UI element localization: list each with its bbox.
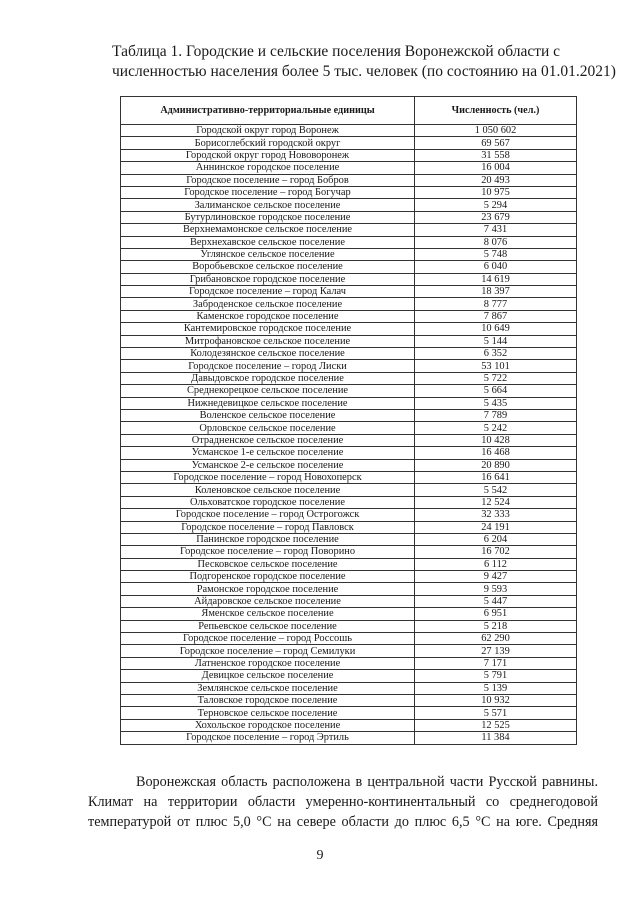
settlement-name-cell: Рамонское городское поселение	[121, 583, 415, 595]
settlement-name-cell: Верхнехавское сельское поселение	[121, 236, 415, 248]
table-caption	[112, 42, 616, 82]
settlement-name-cell: Залиманское сельское поселение	[121, 199, 415, 211]
table-row	[121, 360, 577, 372]
population-cell: 5 542	[415, 484, 577, 496]
population-cell: 12 524	[415, 496, 577, 508]
settlement-name-cell: Айдаровское сельское поселение	[121, 595, 415, 607]
table-row	[121, 186, 577, 198]
population-cell: 1 050 602	[415, 125, 577, 137]
settlement-name-cell: Городское поселение – город Поворино	[121, 546, 415, 558]
settlement-name-cell: Среднекорецкое сельское поселение	[121, 385, 415, 397]
population-cell: 7 431	[415, 224, 577, 236]
table-row	[121, 298, 577, 310]
settlement-name-cell: Ольховатское городское поселение	[121, 496, 415, 508]
table-row	[121, 694, 577, 706]
population-cell: 16 641	[415, 471, 577, 483]
table-body	[121, 125, 577, 745]
table-row	[121, 496, 577, 508]
table-row	[121, 137, 577, 149]
table-row	[121, 571, 577, 583]
table-row	[121, 707, 577, 719]
settlement-name-cell: Терновское сельское поселение	[121, 707, 415, 719]
table-row	[121, 422, 577, 434]
settlement-name-cell: Усманское 2-е сельское поселение	[121, 459, 415, 471]
settlement-name-cell: Заброденское сельское поселение	[121, 298, 415, 310]
settlement-name-cell: Борисоглебский городской округ	[121, 137, 415, 149]
population-cell: 11 384	[415, 732, 577, 744]
table-row	[121, 174, 577, 186]
settlement-name-cell: Митрофановское сельское поселение	[121, 335, 415, 347]
population-cell: 8 076	[415, 236, 577, 248]
table-row	[121, 286, 577, 298]
table-row	[121, 348, 577, 360]
table-row	[121, 434, 577, 446]
settlement-name-cell: Девицкое сельское поселение	[121, 670, 415, 682]
settlement-name-cell: Городское поселение – город Россошь	[121, 633, 415, 645]
settlement-name-cell: Городское поселение – город Новохоперск	[121, 471, 415, 483]
settlement-name-cell: Городской округ город Нововоронеж	[121, 149, 415, 161]
table-row	[121, 397, 577, 409]
population-cell: 9 427	[415, 571, 577, 583]
population-cell: 5 435	[415, 397, 577, 409]
settlement-name-cell: Каменское городское поселение	[121, 310, 415, 322]
population-cell: 9 593	[415, 583, 577, 595]
table-row	[121, 236, 577, 248]
settlement-name-cell: Колодезянское сельское поселение	[121, 348, 415, 360]
page-number: 9	[316, 848, 324, 863]
table-row	[121, 732, 577, 744]
settlement-name-cell: Бутурлиновское городское поселение	[121, 211, 415, 223]
paragraph-line-2: Климат на территории области умеренно-континентальный со среднегодовой	[88, 794, 598, 810]
table-row	[121, 608, 577, 620]
settlement-name-cell: Городское поселение – город Богучар	[121, 186, 415, 198]
population-cell: 5 791	[415, 670, 577, 682]
table-row	[121, 645, 577, 657]
population-cell: 12 525	[415, 719, 577, 731]
table-row	[121, 509, 577, 521]
population-cell: 16 468	[415, 447, 577, 459]
table-row	[121, 261, 577, 273]
table-row	[121, 670, 577, 682]
population-cell: 5 144	[415, 335, 577, 347]
population-cell: 62 290	[415, 633, 577, 645]
table-row	[121, 521, 577, 533]
population-cell: 5 242	[415, 422, 577, 434]
population-cell: 5 664	[415, 385, 577, 397]
settlement-name-cell: Углянское сельское поселение	[121, 248, 415, 260]
population-cell: 20 890	[415, 459, 577, 471]
settlement-name-cell: Верхнемамонское сельское поселение	[121, 224, 415, 236]
table-row	[121, 719, 577, 731]
population-cell: 32 333	[415, 509, 577, 521]
population-cell: 5 748	[415, 248, 577, 260]
population-cell: 10 649	[415, 323, 577, 335]
population-cell: 5 447	[415, 595, 577, 607]
population-cell: 7 789	[415, 409, 577, 421]
population-cell: 23 679	[415, 211, 577, 223]
population-cell: 10 975	[415, 186, 577, 198]
population-cell: 16 004	[415, 162, 577, 174]
population-cell: 10 428	[415, 434, 577, 446]
table-row	[121, 484, 577, 496]
settlement-name-cell: Панинское городское поселение	[121, 533, 415, 545]
settlement-name-cell: Хохольское городское поселение	[121, 719, 415, 731]
settlement-name-cell: Орловское сельское поселение	[121, 422, 415, 434]
population-cell: 14 619	[415, 273, 577, 285]
population-cell: 10 932	[415, 694, 577, 706]
settlement-name-cell: Городское поселение – город Калач	[121, 286, 415, 298]
settlement-name-cell: Городское поселение – город Лиски	[121, 360, 415, 372]
table-header-row	[121, 97, 577, 125]
table-row	[121, 459, 577, 471]
settlement-name-cell: Давыдовское городское поселение	[121, 372, 415, 384]
population-cell: 5 139	[415, 682, 577, 694]
population-cell: 5 722	[415, 372, 577, 384]
table-row	[121, 211, 577, 223]
settlement-name-cell: Коленовское сельское поселение	[121, 484, 415, 496]
settlement-name-cell: Нижнедевицкое сельское поселение	[121, 397, 415, 409]
table-row	[121, 583, 577, 595]
population-cell: 53 101	[415, 360, 577, 372]
table-row	[121, 199, 577, 211]
population-cell: 5 294	[415, 199, 577, 211]
population-cell: 6 352	[415, 348, 577, 360]
caption-line-2: численностью населения более 5 тыс. человек (по состоянию на 01.01.2021)	[112, 63, 616, 80]
population-cell: 6 204	[415, 533, 577, 545]
settlement-name-cell: Городское поселение – город Эртиль	[121, 732, 415, 744]
population-cell: 16 702	[415, 546, 577, 558]
settlement-name-cell: Кантемировское городское поселение	[121, 323, 415, 335]
settlement-name-cell: Отрадненское сельское поселение	[121, 434, 415, 446]
table-row	[121, 409, 577, 421]
table-row	[121, 447, 577, 459]
population-table	[120, 96, 577, 745]
table-row	[121, 162, 577, 174]
table-row	[121, 273, 577, 285]
table-row	[121, 149, 577, 161]
table-row	[121, 595, 577, 607]
paragraph-line-1: Воронежская область расположена в центральной части Русской равнины.	[136, 774, 598, 790]
settlement-name-cell: Городской округ город Воронеж	[121, 125, 415, 137]
population-cell: 6 951	[415, 608, 577, 620]
table-row	[121, 633, 577, 645]
table-row	[121, 372, 577, 384]
settlement-name-cell: Воробьевское сельское поселение	[121, 261, 415, 273]
table-row	[121, 558, 577, 570]
population-cell: 24 191	[415, 521, 577, 533]
population-cell: 18 397	[415, 286, 577, 298]
table-row	[121, 248, 577, 260]
settlement-name-cell: Песковское сельское поселение	[121, 558, 415, 570]
settlement-name-cell: Грибановское городское поселение	[121, 273, 415, 285]
table-row	[121, 125, 577, 137]
settlement-name-cell: Репьевское сельское поселение	[121, 620, 415, 632]
column-header-population: Численность (чел.)	[415, 97, 577, 125]
table-row	[121, 310, 577, 322]
population-cell: 27 139	[415, 645, 577, 657]
population-cell: 8 777	[415, 298, 577, 310]
table-row	[121, 385, 577, 397]
settlement-name-cell: Усманское 1-е сельское поселение	[121, 447, 415, 459]
settlement-name-cell: Аннинское городское поселение	[121, 162, 415, 174]
settlement-name-cell: Подгоренское городское поселение	[121, 571, 415, 583]
population-cell: 6 112	[415, 558, 577, 570]
population-cell: 7 867	[415, 310, 577, 322]
column-header-units: Административно-территориальные единицы	[121, 97, 415, 125]
table-row	[121, 620, 577, 632]
caption-line-1: Таблица 1. Городские и сельские поселения Воронежской области с	[112, 43, 561, 60]
table-row	[121, 224, 577, 236]
table-row	[121, 471, 577, 483]
settlement-name-cell: Яменское сельское поселение	[121, 608, 415, 620]
population-cell: 31 558	[415, 149, 577, 161]
population-cell: 20 493	[415, 174, 577, 186]
table-row	[121, 657, 577, 669]
table-row	[121, 323, 577, 335]
settlement-name-cell: Городское поселение – город Павловск	[121, 521, 415, 533]
settlement-name-cell: Латненское городское поселение	[121, 657, 415, 669]
settlement-name-cell: Таловское городское поселение	[121, 694, 415, 706]
table-row	[121, 546, 577, 558]
population-cell: 6 040	[415, 261, 577, 273]
population-cell: 5 571	[415, 707, 577, 719]
settlement-name-cell: Воленское сельское поселение	[121, 409, 415, 421]
population-cell: 7 171	[415, 657, 577, 669]
settlement-name-cell: Городское поселение – город Бобров	[121, 174, 415, 186]
table-row	[121, 533, 577, 545]
settlement-name-cell: Городское поселение – город Острогожск	[121, 509, 415, 521]
settlement-name-cell: Землянское сельское поселение	[121, 682, 415, 694]
table-row	[121, 335, 577, 347]
settlement-name-cell: Городское поселение – город Семилуки	[121, 645, 415, 657]
population-cell: 5 218	[415, 620, 577, 632]
paragraph-line-3: температурой от плюс 5,0 °С на севере области до плюс 6,5 °С на юге. Средняя	[88, 814, 598, 830]
table-row	[121, 682, 577, 694]
population-cell: 69 567	[415, 137, 577, 149]
body-paragraph	[88, 772, 598, 832]
